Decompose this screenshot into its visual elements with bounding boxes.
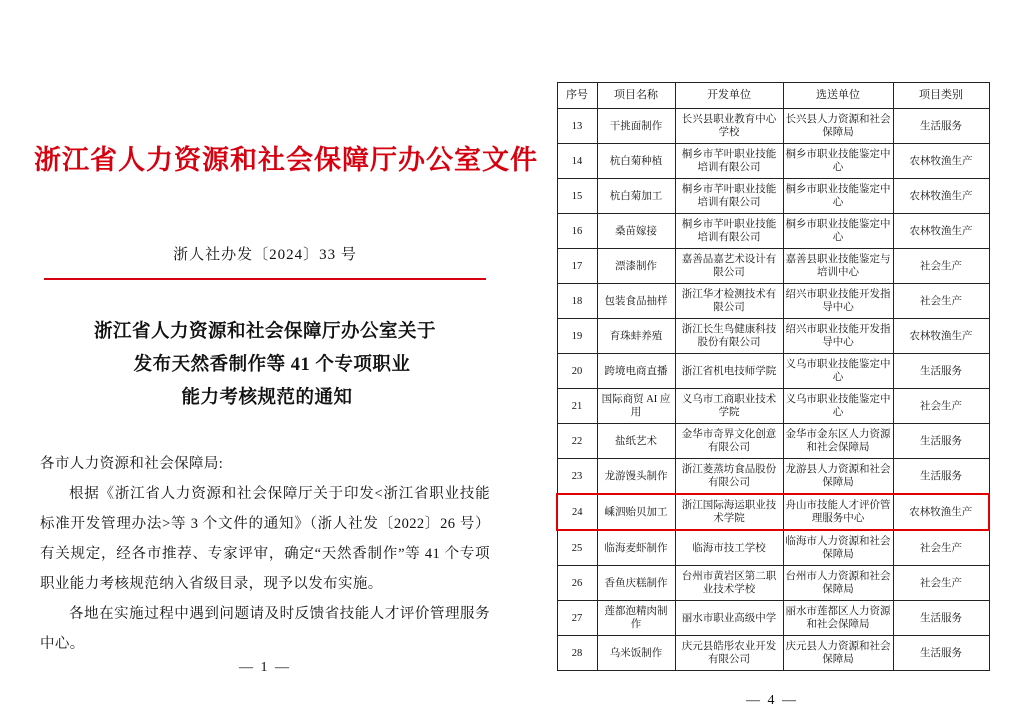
row-cell-dev-unit: 嘉善品嘉艺术设计有限公司: [675, 249, 783, 284]
row-cell-no: 16: [557, 214, 597, 249]
document-page-left: [34, 110, 538, 675]
document-title: [40, 316, 490, 415]
table-row: [557, 144, 989, 179]
document-title-line-2: 发布天然香制作等 41 个专项职业: [133, 355, 411, 375]
table-row: [557, 354, 989, 389]
document-issuer-title: 浙江省人力资源和社会保障厅办公室文件: [34, 145, 538, 175]
column-header-sender: 选送单位: [783, 83, 893, 109]
row-cell-no: 25: [557, 530, 597, 566]
row-cell-category: 生活服务: [893, 109, 989, 144]
row-cell-sender: 桐乡市职业技能鉴定中心: [783, 144, 893, 179]
page-number-left: — 1 —: [239, 660, 291, 675]
document-number: 浙人社办发〔2024〕33 号: [173, 247, 357, 263]
row-cell-dev-unit: 长兴县职业教育中心学校: [675, 109, 783, 144]
row-cell-sender: 龙游县人力资源和社会保障局: [783, 459, 893, 495]
row-cell-sender: 嘉善县职业技能鉴定与培训中心: [783, 249, 893, 284]
row-cell-no: 28: [557, 636, 597, 671]
table-row: [557, 214, 989, 249]
row-cell-no: 13: [557, 109, 597, 144]
row-cell-name: 国际商贸 AI 应用: [597, 389, 675, 424]
table-row: [557, 636, 989, 671]
page-number-right: — 4 —: [746, 693, 798, 708]
table-row: [557, 424, 989, 459]
document-body: [40, 449, 490, 659]
column-header-dev-unit: 开发单位: [675, 83, 783, 109]
row-cell-category: 农林牧渔生产: [893, 319, 989, 354]
row-cell-dev-unit: 浙江菱蒸坊食品股份有限公司: [675, 459, 783, 495]
table-row: [557, 566, 989, 601]
row-cell-sender: 台州市人力资源和社会保障局: [783, 566, 893, 601]
row-cell-sender: 长兴县人力资源和社会保障局: [783, 109, 893, 144]
table-row: [557, 530, 989, 566]
document-title-line-1: 浙江省人力资源和社会保障厅办公室关于: [93, 322, 436, 342]
table-body: [557, 109, 989, 671]
row-cell-sender: 丽水市莲都区人力资源和社会保障局: [783, 601, 893, 636]
row-cell-name: 杭白菊加工: [597, 179, 675, 214]
document-paragraph-1: 根据《浙江省人力资源和社会保障厅关于印发<浙江省职业技能标准开发管理办法>等 3 个文件的通知》（浙人社发〔2022〕26 号）有关规定，经各市推荐、专家评审，确定“天然香制作”等 41 个专项职业能力考核规范纳入省级目录，现予以发布实施。: [40, 486, 490, 592]
row-cell-name: 跨境电商直播: [597, 354, 675, 389]
table-row: [557, 319, 989, 354]
row-cell-dev-unit: 临海市技工学校: [675, 530, 783, 566]
row-cell-name: 育珠蚌养殖: [597, 319, 675, 354]
row-cell-name: 干挑面制作: [597, 109, 675, 144]
row-cell-no: 14: [557, 144, 597, 179]
row-cell-no: 22: [557, 424, 597, 459]
row-cell-category: 农林牧渔生产: [893, 179, 989, 214]
row-cell-sender: 绍兴市职业技能开发指导中心: [783, 284, 893, 319]
row-cell-category: 生活服务: [893, 636, 989, 671]
row-cell-dev-unit: 桐乡市芊叶职业技能培训有限公司: [675, 179, 783, 214]
table-row: [557, 284, 989, 319]
document-paragraph-2: 各地在实施过程中遇到问题请及时反馈省技能人才评价管理服务中心。: [40, 606, 490, 652]
row-cell-category: 农林牧渔生产: [893, 144, 989, 179]
row-cell-category: 农林牧渔生产: [893, 494, 989, 530]
row-cell-category: 生活服务: [893, 424, 989, 459]
row-cell-sender: 义乌市职业技能鉴定中心: [783, 389, 893, 424]
row-cell-no: 18: [557, 284, 597, 319]
row-cell-category: 社会生产: [893, 530, 989, 566]
row-cell-name: 临海麦虾制作: [597, 530, 675, 566]
row-cell-name: 龙游馒头制作: [597, 459, 675, 495]
red-divider-rule: [44, 278, 486, 280]
row-cell-sender: 金华市金东区人力资源和社会保障局: [783, 424, 893, 459]
document-page-right: [556, 82, 988, 709]
row-cell-dev-unit: 义乌市工商职业技术学院: [675, 389, 783, 424]
row-cell-sender: 临海市人力资源和社会保障局: [783, 530, 893, 566]
row-cell-category: 生活服务: [893, 354, 989, 389]
row-cell-name: 桑苗嫁接: [597, 214, 675, 249]
table-row: [557, 249, 989, 284]
row-cell-name: 嵊泗贻贝加工: [597, 494, 675, 530]
row-cell-sender: 桐乡市职业技能鉴定中心: [783, 214, 893, 249]
row-cell-dev-unit: 台州市黄岩区第二职业技术学校: [675, 566, 783, 601]
row-cell-sender: 桐乡市职业技能鉴定中心: [783, 179, 893, 214]
row-cell-no: 26: [557, 566, 597, 601]
column-header-name: 项目名称: [597, 83, 675, 109]
column-header-category: 项目类别: [893, 83, 989, 109]
table-row: [557, 494, 989, 530]
row-cell-dev-unit: 桐乡市芊叶职业技能培训有限公司: [675, 214, 783, 249]
table-row: [557, 179, 989, 214]
table-row: [557, 109, 989, 144]
row-cell-no: 24: [557, 494, 597, 530]
table-row: [557, 601, 989, 636]
project-catalog-table: [556, 82, 990, 671]
row-cell-no: 15: [557, 179, 597, 214]
row-cell-no: 23: [557, 459, 597, 495]
row-cell-sender: 庆元县人力资源和社会保障局: [783, 636, 893, 671]
row-cell-dev-unit: 浙江省机电技师学院: [675, 354, 783, 389]
table-header-row: [557, 83, 989, 109]
row-cell-no: 21: [557, 389, 597, 424]
row-cell-sender: 绍兴市职业技能开发指导中心: [783, 319, 893, 354]
row-cell-name: 包装食品抽样: [597, 284, 675, 319]
row-cell-name: 盐纸艺术: [597, 424, 675, 459]
document-salutation: 各市人力资源和社会保障局:: [40, 456, 224, 472]
row-cell-dev-unit: 浙江国际海运职业技术学院: [675, 494, 783, 530]
row-cell-no: 19: [557, 319, 597, 354]
column-header-no: 序号: [557, 83, 597, 109]
row-cell-dev-unit: 浙江华才检测技术有限公司: [675, 284, 783, 319]
row-cell-category: 社会生产: [893, 389, 989, 424]
row-cell-category: 农林牧渔生产: [893, 214, 989, 249]
table-row: [557, 389, 989, 424]
row-cell-dev-unit: 金华市奇界文化创意有限公司: [675, 424, 783, 459]
row-cell-category: 社会生产: [893, 566, 989, 601]
row-cell-sender: 义乌市职业技能鉴定中心: [783, 354, 893, 389]
document-title-line-3: 能力考核规范的通知: [181, 388, 353, 408]
row-cell-dev-unit: 庆元县皓彤农业开发有限公司: [675, 636, 783, 671]
row-cell-category: 生活服务: [893, 601, 989, 636]
row-cell-name: 莲都泡精肉制作: [597, 601, 675, 636]
table-row: [557, 459, 989, 495]
row-cell-name: 杭白菊种植: [597, 144, 675, 179]
row-cell-sender: 舟山市技能人才评价管理服务中心: [783, 494, 893, 530]
row-cell-name: 乌米饭制作: [597, 636, 675, 671]
row-cell-category: 社会生产: [893, 249, 989, 284]
row-cell-category: 生活服务: [893, 459, 989, 495]
row-cell-name: 漂漆制作: [597, 249, 675, 284]
row-cell-dev-unit: 丽水市职业高级中学: [675, 601, 783, 636]
row-cell-no: 27: [557, 601, 597, 636]
row-cell-no: 17: [557, 249, 597, 284]
row-cell-dev-unit: 浙江长生鸟健康科技股份有限公司: [675, 319, 783, 354]
row-cell-category: 社会生产: [893, 284, 989, 319]
row-cell-name: 香鱼庆糕制作: [597, 566, 675, 601]
row-cell-no: 20: [557, 354, 597, 389]
row-cell-dev-unit: 桐乡市芊叶职业技能培训有限公司: [675, 144, 783, 179]
